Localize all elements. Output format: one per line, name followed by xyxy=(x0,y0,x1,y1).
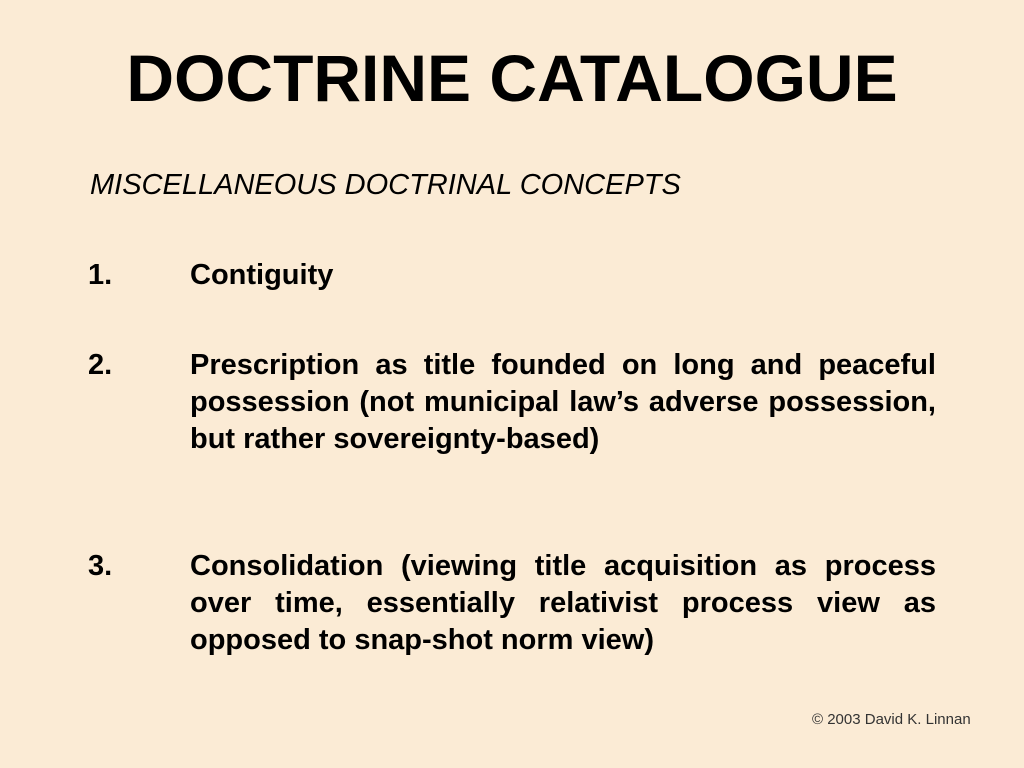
list-item-number: 3. xyxy=(88,550,113,582)
list-item-text: Prescription as title founded on long and peaceful possession (not municipal law’s adverse possession, but rather sovereignty-based) xyxy=(190,349,936,455)
list-item xyxy=(88,347,936,458)
copyright-notice: © 2003 David K. Linnan xyxy=(812,711,971,728)
list-item-text: Consolidation (viewing title acquisition as process over time, essentially relativist process view as opposed to snap-shot norm view) xyxy=(190,550,936,656)
slide-title: DOCTRINE CATALOGUE xyxy=(126,41,898,115)
list-item xyxy=(88,257,936,294)
list-item xyxy=(88,548,936,659)
list-item-number: 1. xyxy=(88,259,113,291)
list-item-number: 2. xyxy=(88,349,113,381)
list-item-text: Contiguity xyxy=(190,259,334,291)
slide-subtitle: MISCELLANEOUS DOCTRINAL CONCEPTS xyxy=(90,169,681,201)
